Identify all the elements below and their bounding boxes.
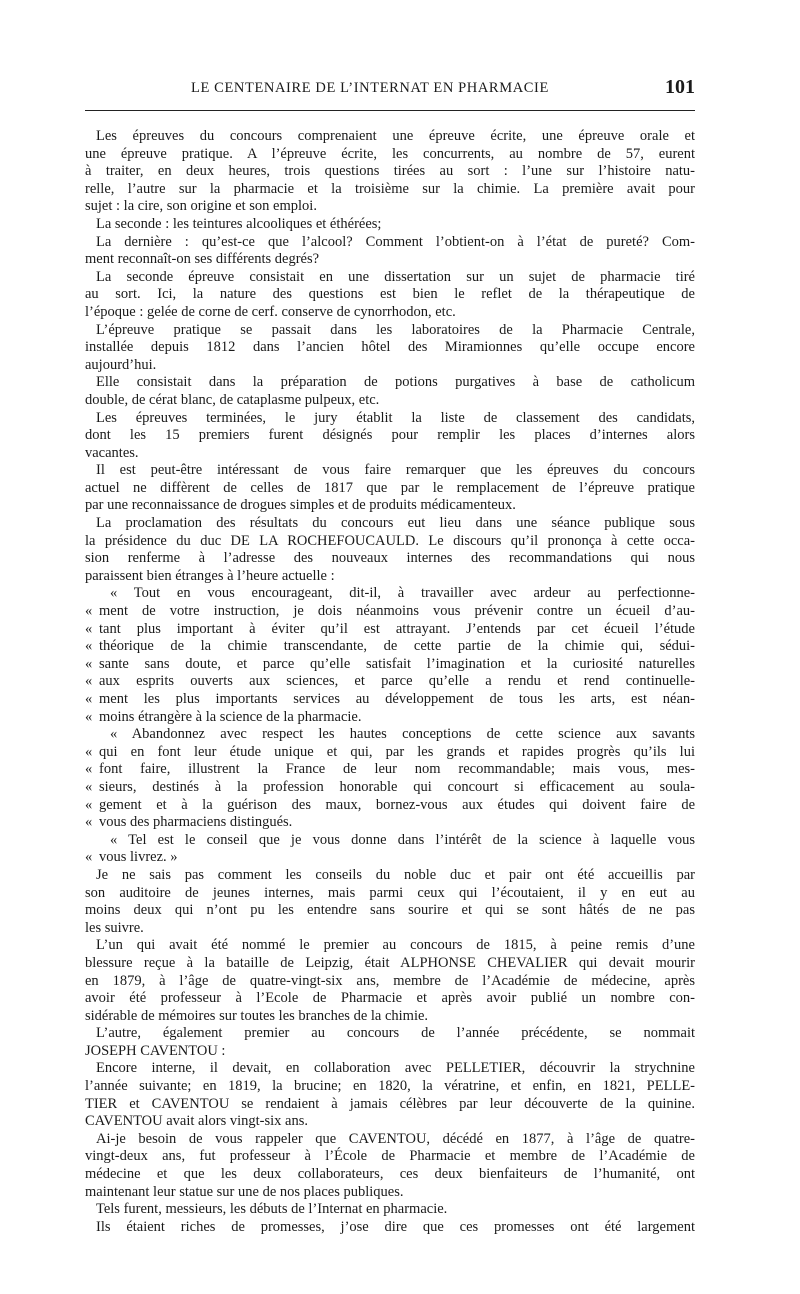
text-line: [85, 1043, 695, 1061]
line-text: ment les plus importants services au développement de tous les arts, est néan-: [99, 691, 695, 707]
text-line: [85, 1166, 695, 1184]
text-line: [85, 973, 695, 991]
line-text: Elle consistait dans la préparation de potions purgatives à base de catholicum: [96, 374, 695, 391]
line-text: tant plus important à éviter qu’il est attrayant. J’entends par cet écueil l’étude: [99, 620, 695, 637]
line-text: Encore interne, il devait, en collaboration avec PELLETIER, découvrir la strychnine: [96, 1060, 695, 1077]
text-line: [85, 269, 695, 287]
line-text: Il est peut-être intéressant de vous faire remarquer que les épreuves du concours: [96, 462, 695, 479]
text-line: [85, 146, 695, 164]
text-line: [85, 867, 695, 885]
text-line: [85, 1060, 695, 1078]
text-line: [85, 216, 695, 234]
text-line: [85, 357, 695, 375]
text-line: [85, 427, 695, 445]
line-text: théorique de la chimie transcendante, de cette partie de la chimie qui, sédui-: [99, 638, 695, 655]
line-text: JOSEPH CAVENTOU :: [85, 1042, 226, 1059]
line-text: médecine et que les deux collaborateurs, ces deux bienfaiteurs de l’humanité, ont: [85, 1166, 695, 1183]
text-line: [85, 937, 695, 955]
quote-mark: «: [85, 761, 93, 778]
line-text: Je ne sais pas comment les conseils du noble duc et pair ont été accueillis par: [96, 866, 695, 883]
quote-mark: «: [85, 638, 93, 655]
text-line: [85, 726, 695, 744]
line-text: vous des pharmaciens distingués.: [99, 814, 293, 831]
text-line: [85, 621, 695, 639]
text-line: [85, 955, 695, 973]
page-number: 101: [665, 76, 695, 98]
line-text: gement et à la guérison des maux, bornez-vous aux études qui doivent faire de: [99, 796, 695, 813]
line-text: sante sans doute, et parce qu’elle satisfait l’imagination et la curiosité naturelles: [99, 655, 695, 672]
text-line: [85, 515, 695, 533]
quote-mark: «: [85, 620, 93, 637]
quote-mark: «: [85, 796, 93, 813]
text-line: [85, 1025, 695, 1043]
text-line: [85, 849, 695, 867]
text-line: [85, 1096, 695, 1114]
page-header: [85, 76, 695, 102]
text-line: [85, 550, 695, 568]
line-text: l’année suivante; en 1819, la brucine; en 1820, la vératrine, et enfin, en 1821, PELLE-: [85, 1078, 695, 1095]
text-line: [85, 304, 695, 322]
text-line: [85, 1148, 695, 1166]
body-text: [85, 128, 695, 1236]
line-text: actuel ne diffèrent de celles de 1817 que par le remplacement de l’épreuve pratique: [85, 479, 695, 496]
quote-mark: «: [85, 814, 93, 831]
line-text: maintenant leur statue sur une de nos places publiques.: [85, 1183, 404, 1200]
line-text: double, de cérat blanc, de cataplasme pulpeux, etc.: [85, 391, 380, 408]
text-line: [85, 1219, 695, 1237]
line-text: blessure reçue à la bataille de Leipzig, était ALPHONSE CHEVALIER qui devait mourir: [85, 954, 695, 971]
line-text: moins deux qui n’ont pu les entendre sans sourire et qui se sont hâtés de ne pas: [85, 902, 695, 919]
line-text: vacantes.: [85, 444, 139, 461]
line-text: vous livrez. »: [99, 849, 178, 866]
text-line: [85, 761, 695, 779]
text-line: [85, 445, 695, 463]
line-text: « Tel est le conseil que je vous donne dans l’intérêt de la science à laquelle vous: [110, 831, 695, 848]
quote-mark: «: [85, 778, 93, 795]
quote-mark: «: [85, 743, 93, 760]
text-line: [85, 339, 695, 357]
text-line: [85, 832, 695, 850]
quote-mark: «: [85, 708, 93, 725]
line-text: aux esprits ouverts aux sciences, et parce qu’elle a rendu et rend continuelle-: [99, 673, 695, 690]
line-text: moins étrangère à la science de la pharmacie.: [99, 708, 362, 725]
line-text: L’épreuve pratique se passait dans les laboratoires de la Pharmacie Centrale,: [96, 321, 695, 338]
quote-mark: «: [85, 691, 93, 707]
text-line: [85, 234, 695, 252]
text-line: [85, 410, 695, 428]
line-text: Tels furent, messieurs, les débuts de l’Internat en pharmacie.: [96, 1201, 448, 1218]
quote-mark: «: [85, 603, 93, 620]
text-line: [85, 585, 695, 603]
text-line: [85, 1008, 695, 1026]
text-line: [85, 322, 695, 340]
line-text: sidérable de mémoires sur toutes les branches de la chimie.: [85, 1007, 429, 1024]
text-line: [85, 198, 695, 216]
line-text: La proclamation des résultats du concours eut lieu dans une séance publique sous: [96, 515, 695, 532]
text-line: [85, 797, 695, 815]
text-line: [85, 462, 695, 480]
text-line: [85, 533, 695, 551]
line-text: les suivre.: [85, 919, 144, 936]
header-rule: [85, 110, 695, 111]
line-text: sieurs, destinés à la profession honorable qui concourt si efficacement au soula-: [99, 778, 695, 795]
line-text: ment reconnaît-on ses différents degrés?: [85, 251, 320, 268]
line-text: au sort. Ici, la nature des questions est bien le reflet de la thérapeutique de: [85, 286, 695, 303]
line-text: sion renferme à l’adresse des nouveaux internes des recommandations qui nous: [85, 550, 695, 567]
text-line: [85, 181, 695, 199]
line-text: paraissent bien étranges à l’heure actuelle :: [85, 567, 335, 584]
line-text: par une reconnaissance de drogues simples et de produits médicamenteux.: [85, 497, 516, 514]
line-text: L’un qui avait été nommé le premier au concours de 1815, à peine remis d’une: [96, 937, 695, 954]
quote-mark: «: [85, 673, 93, 690]
text-line: [85, 251, 695, 269]
text-line: [85, 691, 695, 709]
line-text: « Tout en vous encourageant, dit-il, à travailler avec ardeur au perfectionne-: [110, 585, 695, 602]
text-line: [85, 128, 695, 146]
text-line: [85, 673, 695, 691]
text-line: [85, 603, 695, 621]
line-text: TIER et CAVENTOU se rendaient à jamais célèbres par leur découverte de la quinine.: [85, 1095, 695, 1112]
text-line: [85, 638, 695, 656]
text-line: [85, 1131, 695, 1149]
line-text: Ai-je besoin de vous rappeler que CAVENTOU, décédé en 1877, à l’âge de quatre-: [96, 1130, 695, 1147]
line-text: aujourd’hui.: [85, 356, 157, 373]
text-line: [85, 885, 695, 903]
line-text: en 1879, à l’âge de quatre-vingt-six ans, membre de l’Académie de médecine, après: [85, 972, 695, 989]
line-text: qui en font leur étude unique et qui, par les grands et rapides progrès qu’ils lui: [99, 743, 695, 760]
line-text: L’autre, également premier au concours de l’année précédente, se nommait: [96, 1025, 695, 1042]
text-line: [85, 374, 695, 392]
line-text: Les épreuves du concours comprenaient une épreuve écrite, une épreuve orale et: [96, 128, 695, 144]
text-line: [85, 779, 695, 797]
text-line: [85, 990, 695, 1008]
line-text: une épreuve pratique. A l’épreuve écrite, les concurrents, au nombre de 57, eurent: [85, 145, 695, 162]
text-line: [85, 920, 695, 938]
text-line: [85, 1184, 695, 1202]
text-line: [85, 163, 695, 181]
quote-mark: «: [85, 655, 93, 672]
text-line: [85, 744, 695, 762]
line-text: relle, l’autre sur la pharmacie et la troisième sur la chimie. La première avait pour: [85, 180, 695, 197]
line-text: à traiter, en deux heures, trois questions tirées au sort : l’une sur l’histoire natu-: [85, 163, 695, 180]
line-text: CAVENTOU avait alors vingt-six ans.: [85, 1113, 308, 1130]
line-text: La seconde épreuve consistait en une dissertation sur un sujet de pharmacie tiré: [96, 268, 695, 285]
line-text: « Abandonnez avec respect les hautes conceptions de cette science aux savants: [110, 726, 695, 743]
text-line: [85, 568, 695, 586]
text-line: [85, 709, 695, 727]
line-text: dont les 15 premiers furent désignés pour remplir les places d’internes alors: [85, 427, 695, 444]
running-title: LE CENTENAIRE DE L’INTERNAT EN PHARMACIE: [191, 80, 549, 96]
text-line: [85, 814, 695, 832]
line-text: l’époque : gelée de corne de cerf. conserve de cynorrhodon, etc.: [85, 303, 456, 320]
line-text: font faire, illustrent la France de leur nom recommandable; mais vous, mes-: [99, 761, 695, 778]
line-text: avoir été professeur à l’Ecole de Pharmacie et après avoir publié un nombre con-: [85, 990, 695, 1007]
line-text: Les épreuves terminées, le jury établit la liste de classement des candidats,: [96, 409, 695, 426]
text-line: [85, 656, 695, 674]
quote-mark: «: [85, 849, 93, 866]
text-line: [85, 497, 695, 515]
text-line: [85, 286, 695, 304]
line-text: installée depuis 1812 dans l’ancien hôtel des Miramionnes qu’elle occupe encore: [85, 339, 695, 356]
text-line: [85, 1201, 695, 1219]
line-text: la présidence du duc DE LA ROCHEFOUCAULD. Le discours qu’il prononça à cette occa-: [85, 532, 695, 549]
line-text: ment de votre instruction, je dois néanmoins vous prévenir contre un écueil d’au-: [99, 603, 695, 620]
text-line: [85, 392, 695, 410]
text-line: [85, 902, 695, 920]
line-text: son auditoire de jeunes internes, mais parmi ceux qui l’écoutaient, il y en eut au: [85, 884, 695, 901]
text-line: [85, 1113, 695, 1131]
line-text: La seconde : les teintures alcooliques et éthérées;: [96, 215, 382, 232]
text-line: [85, 480, 695, 498]
text-line: [85, 1078, 695, 1096]
line-text: vingt-deux ans, fut professeur à l’École de Pharmacie et membre de l’Académie de: [85, 1148, 695, 1165]
line-text: Ils étaient riches de promesses, j’ose dire que ces promesses ont été largement: [96, 1218, 695, 1235]
line-text: La dernière : qu’est-ce que l’alcool? Comment l’obtient-on à l’état de pureté? Com-: [96, 233, 695, 250]
line-text: sujet : la cire, son origine et son emploi.: [85, 198, 317, 215]
